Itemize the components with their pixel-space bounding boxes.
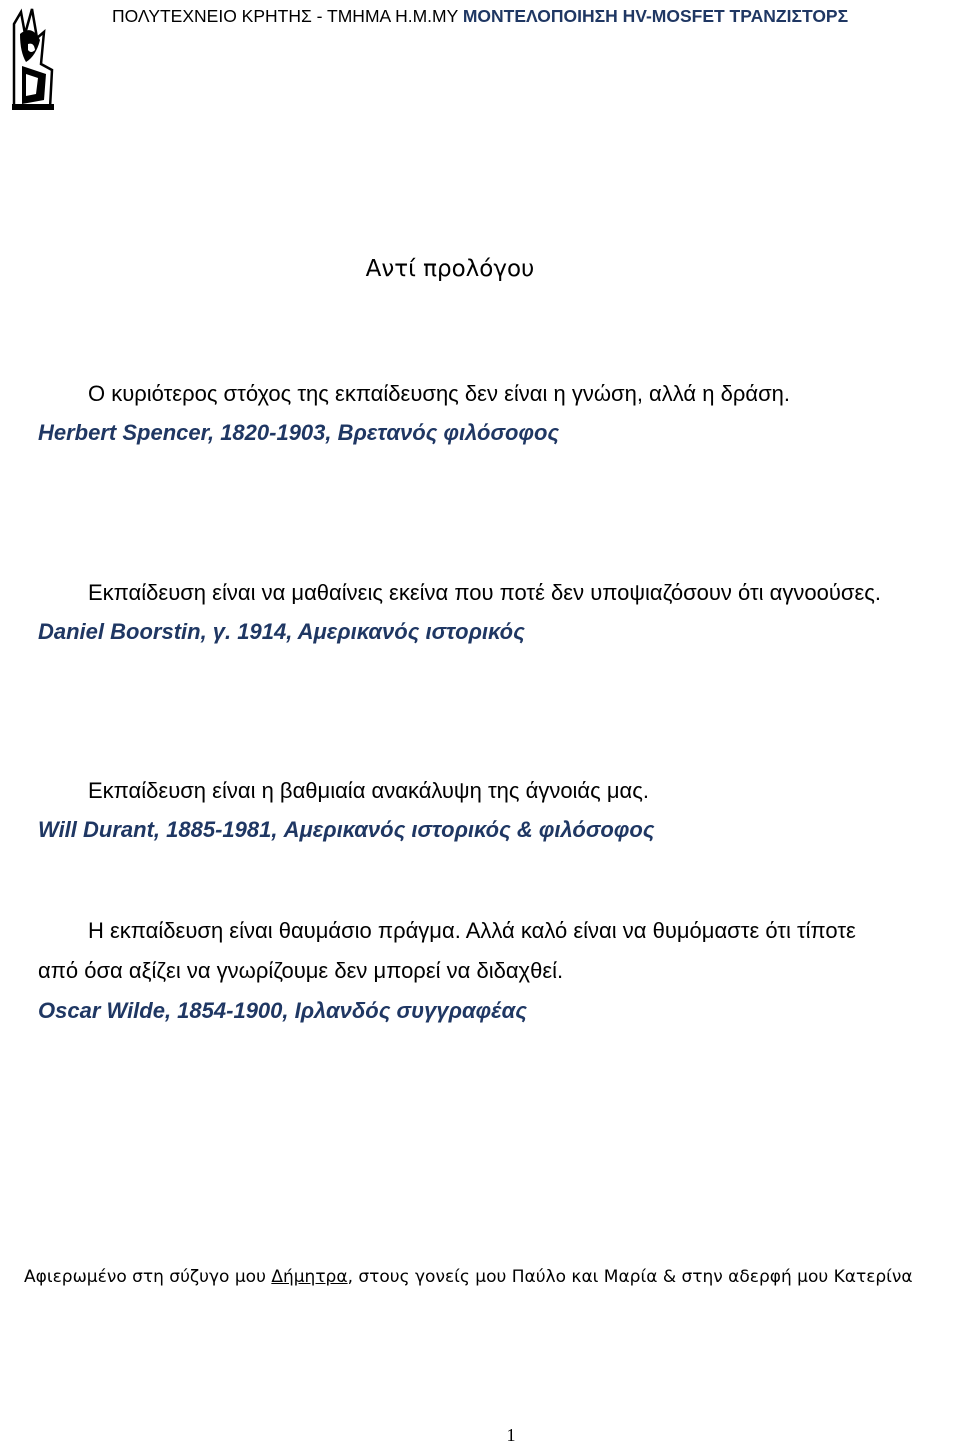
quote-author: Oscar Wilde, 1854-1900, Ιρλανδός συγγραφέας xyxy=(38,998,527,1023)
quote-block xyxy=(38,374,898,452)
quote-block xyxy=(38,771,898,849)
quote-author: Will Durant, 1885-1981, Αμερικανός ιστορικός & φιλόσοφος xyxy=(38,817,655,842)
quote-text: Εκπαίδευση είναι να μαθαίνεις εκείνα που ποτέ δεν υποψιαζόσουν ότι αγνοούσες. xyxy=(88,580,881,605)
header-institution: ΠΟΛΥΤΕΧΝΕΙΟ ΚΡΗΤΗΣ - ΤΜΗΜΑ Η.Μ.ΜΥ xyxy=(112,6,458,26)
dedication-spouse: Δήμητρα xyxy=(271,1267,348,1287)
quote-block xyxy=(38,911,898,1031)
quote-text: Ο κυριότερος στόχος της εκπαίδευσης δεν είναι η γνώση, αλλά η δράση. xyxy=(88,381,791,406)
quote-block xyxy=(38,573,898,651)
section-heading: Αντί προλόγου xyxy=(365,256,535,282)
university-logo xyxy=(8,4,58,112)
dedication-suffix: , στους γονείς μου Παύλο και Μαρία & στην αδερφή μου Κατερίνα xyxy=(347,1267,913,1287)
dedication-prefix: Αφιερωμένο στη σύζυγο μου xyxy=(24,1267,272,1287)
running-header xyxy=(112,6,848,27)
quote-author: Herbert Spencer, 1820-1903, Βρετανός φιλόσοφος xyxy=(38,420,560,445)
page-number: 1 xyxy=(506,1425,516,1445)
quote-author: Daniel Boorstin, γ. 1914, Αμερικανός ιστορικός xyxy=(38,619,525,644)
header-title: ΜΟΝΤΕΛΟΠΟΙΗΣΗ HV-MOSFET ΤΡΑΝΖΙΣΤΟΡΣ xyxy=(462,6,849,26)
quote-text: Εκπαίδευση είναι η βαθμιαία ανακάλυψη της άγνοιάς μας. xyxy=(88,778,649,803)
dedication xyxy=(24,1260,924,1294)
quote-text: Η εκπαίδευση είναι θαυμάσιο πράγμα. Αλλά καλό είναι να θυμόμαστε ότι τίποτε από όσα αξίζει να γνωρίζουμε δεν μπορεί να διδαχθεί. xyxy=(38,918,856,983)
